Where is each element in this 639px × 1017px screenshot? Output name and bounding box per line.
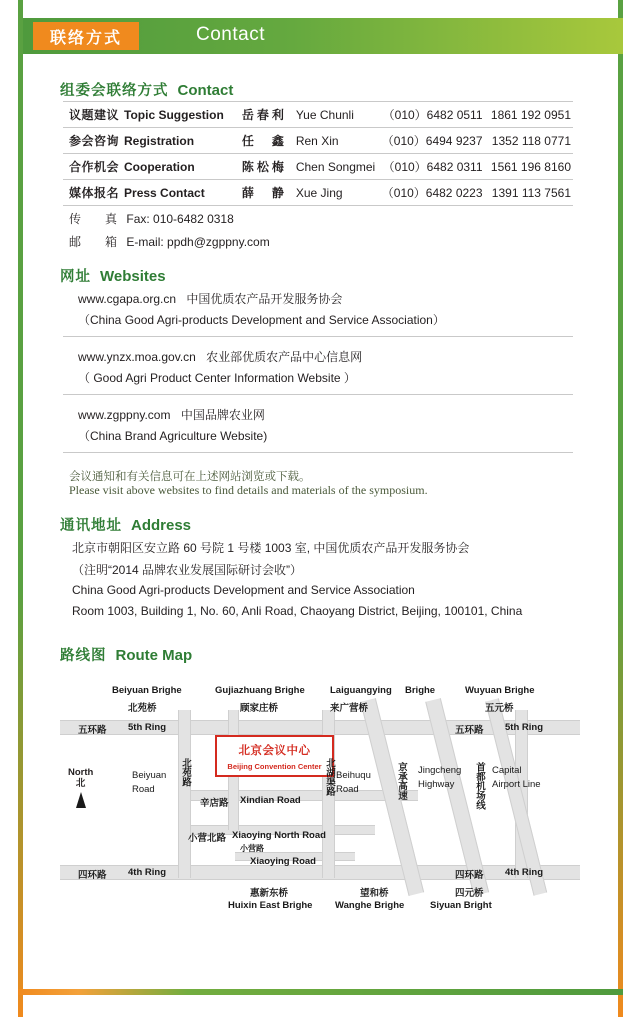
contact-phone-office: （010）6494 9237 [379,128,483,154]
map-label-beihuqu-road-en2: Road [336,784,359,795]
email-value: E-mail: ppdh@zgppny.com [126,235,270,249]
contact-name-cn: 岳春利 [236,102,287,128]
banner-title-en: Contact [196,24,265,45]
bottom-accent-bar [18,989,623,995]
contact-role-cn: 参会咨询 [69,134,120,148]
divider [63,336,573,337]
fax-line [69,210,234,227]
website-name-en: （China Brand Agriculture Website) [78,429,268,443]
map-label-beiyuan-road-cn: 北苑路 [180,758,191,787]
venue-name-en: Beijing Convention Center [227,762,322,771]
website-name-en-wrap [78,427,267,444]
north-label-en: North [68,767,94,778]
website-note-cn: 会议通知和有关信息可在上述网站浏览或下载。 [69,471,311,483]
contact-role [63,180,236,206]
table-row [63,154,573,180]
section-heading-contact-en: Contact [177,82,234,99]
website-entry[interactable] [78,290,342,307]
divider [63,452,573,453]
map-label-beiyuan-bridge-cn: 北苑桥 [128,703,157,714]
email-label: 邮 箱 [69,235,124,249]
contact-name-en: Chen Songmei [287,154,379,180]
venue-name-cn: 北京会议中心 [238,745,311,757]
map-label-wanghe-cn: 望和桥 [360,888,389,899]
map-label-laiguangying-cn: 来广营桥 [330,703,369,714]
map-label-xiaoying-en: Xiaoying Road [250,856,316,867]
section-heading-route-cn: 路线图 [60,648,107,664]
map-label-5th-ring-cn-left: 五环路 [78,725,107,736]
website-entry[interactable] [78,348,362,365]
map-label-wuyuan-bridge-en: Wuyuan Brighe [465,685,535,696]
map-label-siyuan-en: Siyuan Bright [430,900,492,911]
map-label-gujiazhuang-bridge-cn: 顾家庄桥 [240,703,279,714]
section-heading-contact-cn: 组委会联络方式 [60,83,169,99]
email-line [69,233,270,250]
map-label-brighe: Brighe [405,685,436,696]
map-label-huixin-east-en: Huixin East Brighe [228,900,313,911]
address-line-cn: 北京市朝阳区安立路 60 号院 1 号楼 1003 室, 中国优质农产品开发服务协会 [72,541,470,555]
website-note-en: Please visit above websites to find details and materials of the symposium. [69,483,428,497]
website-name-cn: 农业部优质农产品中心信息网 [206,350,363,364]
north-arrow [68,768,93,808]
website-url[interactable]: www.zgppny.com [78,408,171,422]
section-heading-address [60,514,191,535]
map-label-airport-line-cn: 首都机场线 [474,762,485,810]
contact-phone-office: （010）6482 0311 [379,154,483,180]
website-name-en: （ Good Agri Product Center Information Website ） [78,371,356,385]
contact-role [63,154,236,180]
map-label-laiguangying-en: Laiguangying [330,685,392,696]
website-name-en-wrap [78,369,356,386]
address-note-cn: （注明“2014 品牌农业发展国际研讨会收”） [72,563,303,577]
map-label-xindian-road-en: Xindian Road [240,795,301,806]
left-accent-bar [18,0,23,1017]
map-label-beiyuan-bridge-en: Beiyuan Brighe [112,685,182,696]
contact-role-cn: 媒体报名 [69,186,120,200]
right-accent-bar [618,0,623,1017]
table-row [63,102,573,128]
map-label-jingcheng-highway-en2: Highway [418,779,455,790]
venue-marker[interactable] [215,735,334,777]
contact-role-cn: 议题建议 [69,108,120,122]
website-name-cn: 中国品牌农业网 [180,408,265,422]
fax-label: 传 真 [69,212,124,226]
map-label-airport-line-en2: Airport Line [492,779,541,790]
map-label-huixin-east-cn: 惠新东桥 [250,888,289,899]
contact-phone-mobile: 1561 196 8160 [483,154,573,180]
contact-role [63,128,236,154]
contact-phone-mobile: 1352 118 0771 [483,128,573,154]
contact-name-en: Xue Jing [287,180,379,206]
map-label-beihuqu-road-cn: 北湖渠路 [324,758,335,796]
contact-phone-office: （010）6482 0511 [379,102,483,128]
map-label-beihuqu-road-en: Beihuqu [336,770,371,781]
section-heading-websites-cn: 网址 [60,269,91,285]
contact-name-en: Ren Xin [287,128,379,154]
address-org-en: China Good Agri-products Development and Service Association [72,583,415,597]
map-label-5th-ring-cn-right: 五环路 [455,725,484,736]
contact-name-cn: 陈松梅 [236,154,287,180]
north-arrow-icon [76,792,86,808]
table-row [63,180,573,206]
map-label-xindian-road-cn: 辛店路 [200,798,229,809]
section-heading-websites-en: Websites [100,268,166,285]
contact-name-cn: 任 鑫 [236,128,287,154]
contact-phone-mobile: 1861 192 0951 [483,102,573,128]
address-line-en: Room 1003, Building 1, No. 60, Anli Road, Chaoyang District, Beijing, 100101, China [72,604,523,618]
section-heading-route-en: Route Map [115,647,193,664]
map-label-xiaoying-cn: 小营路 [240,844,264,853]
contact-role-en: Topic Suggestion [124,108,224,122]
contact-role-cn: 合作机会 [69,160,120,174]
map-label-jingcheng-highway-cn: 京承高速 [396,762,407,800]
map-label-airport-line-en: Capital [492,765,522,776]
map-label-4th-ring-cn-right: 四环路 [455,870,484,881]
section-heading-websites [60,265,166,286]
website-name-cn: 中国优质农产品开发服务协会 [186,292,343,306]
website-url[interactable]: www.ynzx.moa.gov.cn [78,350,196,364]
map-label-xiaoying-north-cn: 小营北路 [188,833,227,844]
contact-table [63,101,573,206]
section-heading-address-en: Address [131,517,192,534]
map-label-xiaoying-north-en: Xiaoying North Road [232,830,326,841]
map-label-4th-ring-en-right: 4th Ring [505,867,543,878]
map-label-wuyuan-bridge-cn: 五元桥 [485,703,514,714]
contact-role-en: Cooperation [124,160,195,174]
contact-phone-mobile: 1391 113 7561 [483,180,573,206]
map-label-gujiazhuang-bridge-en: Gujiazhuang Brighe [215,685,305,696]
contact-name-en: Yue Chunli [287,102,379,128]
website-entry[interactable] [78,406,265,423]
north-label-cn: 北 [75,777,86,789]
divider [63,394,573,395]
banner-title-cn: 联络方式 [33,22,139,50]
map-label-jingcheng-highway-en: Jingcheng [418,765,462,776]
fax-value: Fax: 010-6482 0318 [126,212,234,226]
map-label-siyuan-cn: 四元桥 [455,888,484,899]
section-heading-route [60,644,192,665]
route-map [60,680,580,945]
section-heading-contact [60,79,233,100]
website-name-en: （China Good Agri-products Development and Service Association） [78,313,445,327]
website-url[interactable]: www.cgapa.org.cn [78,292,177,306]
map-label-4th-ring-cn-left: 四环路 [78,870,107,881]
contact-phone-office: （010）6482 0223 [379,180,483,206]
section-heading-address-cn: 通讯地址 [60,518,122,534]
map-label-beiyuan-road-en2: Road [132,784,155,795]
table-row [63,128,573,154]
contact-role-en: Registration [124,134,195,148]
road-beiyuan [178,710,191,878]
map-label-beiyuan-road-en: Beiyuan [132,770,167,781]
contact-role [63,102,236,128]
contact-name-cn: 薛 静 [236,180,287,206]
website-name-en-wrap [78,311,445,328]
map-label-4th-ring-en-left: 4th Ring [128,867,166,878]
map-label-5th-ring-en-right: 5th Ring [505,722,543,733]
map-label-5th-ring-en-left: 5th Ring [128,722,166,733]
contact-role-en: Press Contact [124,186,205,200]
map-label-wanghe-en: Wanghe Brighe [335,900,405,911]
